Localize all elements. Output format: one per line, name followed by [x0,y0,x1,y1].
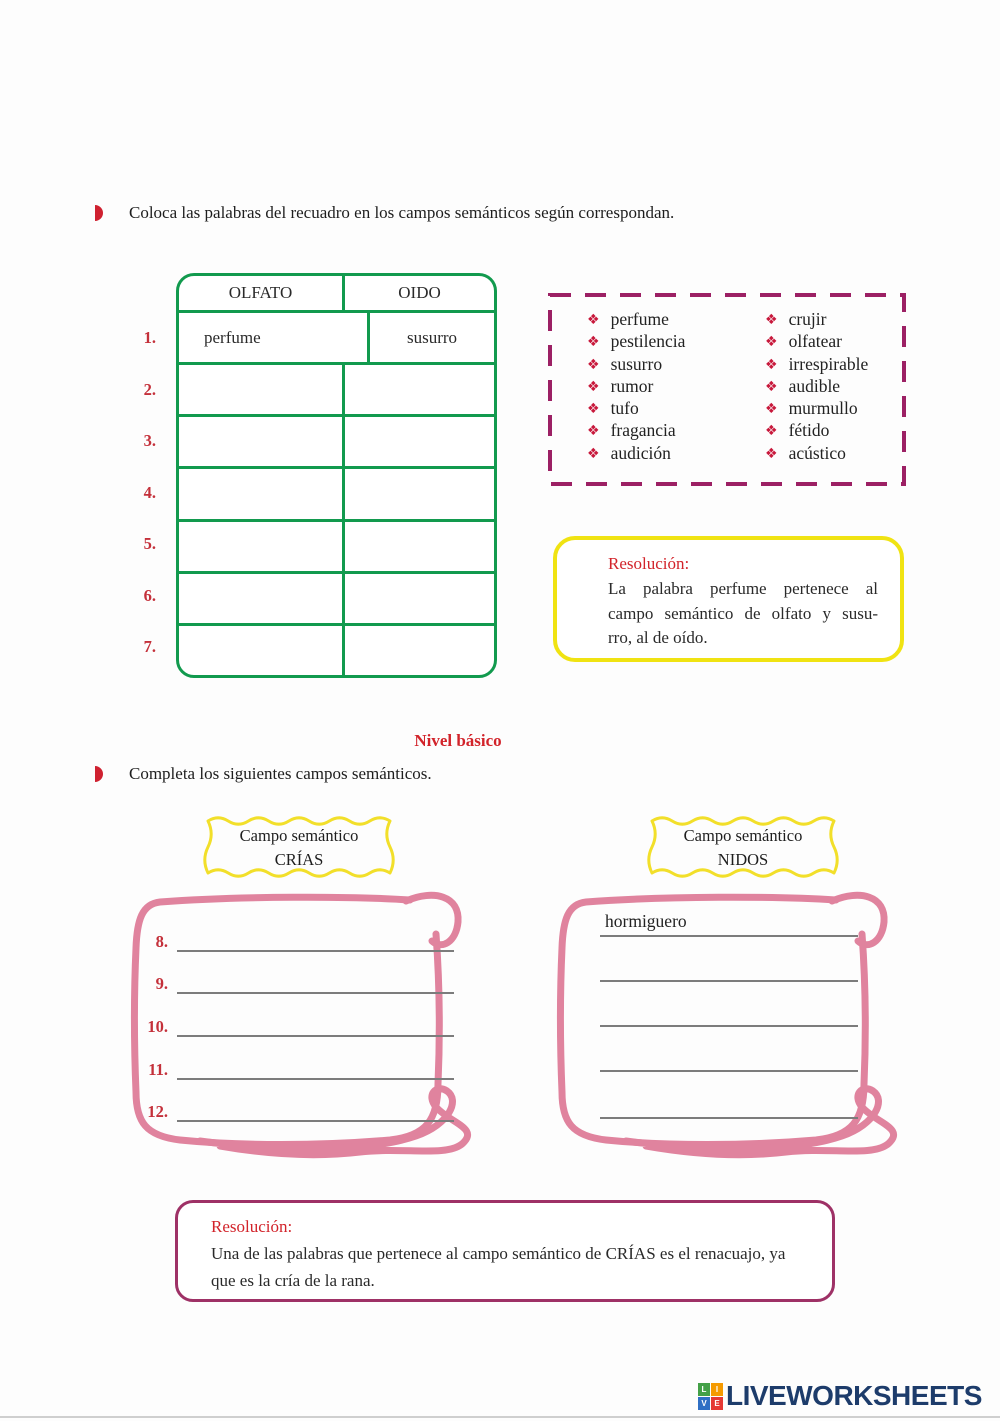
answer-row [600,1048,858,1072]
table-row [179,310,494,362]
answer-cell-oido-2[interactable] [345,365,494,414]
answer-cell-olfato-5[interactable] [179,522,345,571]
resolution-text: Una de las palabras que pertenece al campo semántico de CRÍAS es el renacuajo, ya que es la cría de la rana. [211,1244,786,1290]
word-item: ❖ perfume [587,309,669,329]
label-campo-nidos [647,816,839,878]
table-header-row [179,276,494,310]
exercise1-instruction: Coloca las palabras del recuadro en los campos semánticos según correspondan. [129,203,675,222]
word-bank-box [547,292,907,487]
resolution-box-2 [175,1200,835,1302]
answer-cell-oido-3[interactable] [345,417,494,466]
exercise2-instruction-row [95,764,795,784]
answer-cell-olfato-4[interactable] [179,469,345,518]
answer-row [142,928,454,952]
answer-blank-11[interactable] [177,1054,454,1080]
answer-row [142,1013,454,1037]
semantic-fields-table [176,273,497,678]
level-heading: Nivel básico [414,731,502,750]
answer-cell-oido-7[interactable] [345,626,494,675]
resolution-text-line: campo semántico de olfato y susu- [608,603,878,623]
diamond-bullet-icon: ❖ [587,312,600,328]
diamond-bullet-icon: ❖ [587,356,600,373]
row-number-5: 5. [143,534,156,553]
answer-number: 11. [148,1060,168,1079]
row-number-4: 4. [143,483,156,502]
diamond-bullet-icon: ❖ [765,334,778,351]
answer-number: 12. [147,1102,168,1121]
diamond-bullet-icon: ❖ [765,401,778,418]
diamond-bullet-icon: ❖ [765,378,778,395]
diamond-bullet-icon: ❖ [587,334,600,351]
word-item: ❖ fragancia [587,420,676,441]
table-row [179,414,494,466]
answer-cell-olfato-7[interactable] [179,626,345,675]
answer-row [142,1056,454,1080]
label-text: CRÍAS [274,850,324,869]
table-row [179,623,494,675]
answer-cell-olfato-2[interactable] [179,365,345,414]
answer-cell-olfato-1[interactable]: perfume [179,313,370,362]
table-header-olfato: OLFATO [179,276,345,310]
answer-row [142,970,454,994]
answer-cell-oido-5[interactable] [345,522,494,571]
diamond-bullet-icon: ❖ [587,378,600,395]
word-item: ❖ audible [765,375,841,396]
answer-cell-olfato-3[interactable] [179,417,345,466]
table-row [179,466,494,518]
answer-cell-oido-6[interactable] [345,574,494,623]
word-item: ❖ pestilencia [587,331,686,352]
answer-number: 9. [155,974,168,993]
word-item: ❖ crujir [765,309,827,329]
row-number-1: 1. [143,328,156,347]
diamond-bullet-icon: ❖ [765,356,778,373]
answer-cell-oido-1[interactable]: susurro [406,327,458,347]
table-header-oido: OIDO [398,283,441,302]
word-item: ❖ acústico [765,442,846,463]
answer-blank-10[interactable] [177,1011,454,1037]
row-number-3: 3. [143,431,156,450]
answer-row [600,1095,858,1119]
nidos-answer-bubble [546,888,911,1178]
table-row [179,571,494,623]
answer-line-hormiguero[interactable]: hormiguero [600,911,858,937]
word-item: ❖ murmullo [765,398,858,419]
red-bullet-icon [95,205,103,221]
answer-blank-9[interactable] [177,968,454,994]
liveworksheets-tiles-icon [698,1383,723,1410]
logo-tile-i: I [711,1383,723,1396]
word-item: ❖ fétido [765,420,830,441]
word-item: ❖ tufo [587,398,639,419]
answer-blank-8[interactable] [177,926,454,952]
row-number-2: 2. [143,380,156,399]
word-item: ❖ rumor [587,375,654,396]
label-text: Campo semántico [683,826,803,845]
answer-blank-line[interactable] [600,1093,858,1119]
diamond-bullet-icon: ❖ [765,423,778,440]
resolution-text-line: La palabra perfume pertenece al [608,579,878,598]
diamond-bullet-icon: ❖ [587,445,600,462]
word-item: ❖ susurro [587,353,663,374]
answer-row [600,913,858,937]
logo-tile-l: L [698,1383,710,1396]
word-bank-right-column [765,309,943,465]
liveworksheets-logo[interactable] [698,1380,982,1412]
resolution-title: Resolución: [211,1217,293,1236]
answer-number: 10. [147,1017,168,1036]
row-number-6: 6. [143,586,156,605]
logo-text: LIVEWORKSHEETS [726,1380,982,1411]
resolution-title: Resolución: [608,554,690,573]
answer-cell-olfato-6[interactable] [179,574,345,623]
answer-blank-line[interactable] [600,1046,858,1072]
table-row [179,362,494,414]
resolution-box-1 [553,536,904,662]
answer-cell-oido-4[interactable] [345,469,494,518]
table-row [179,519,494,571]
answer-row [600,1003,858,1027]
answer-blank-line[interactable] [600,1001,858,1027]
logo-tile-v: V [698,1397,710,1410]
diamond-bullet-icon: ❖ [587,401,600,418]
answer-blank-12[interactable] [177,1096,454,1122]
word-item: ❖ irrespirable [765,353,869,374]
resolution-text-line: rro, al de oído. [608,628,708,647]
answer-blank-line[interactable] [600,956,858,982]
page-bottom-divider [0,1416,1000,1418]
label-text: Campo semántico [239,826,359,845]
row-number-7: 7. [143,637,156,656]
exercise2-instruction: Completa los siguientes campos semánticos. [129,764,432,783]
logo-tile-e: E [711,1397,723,1410]
word-bank-left-column [587,309,765,465]
answer-row [142,1098,454,1122]
diamond-bullet-icon: ❖ [587,423,600,440]
answer-row [600,958,858,982]
crias-answer-bubble [120,888,485,1178]
answer-number: 8. [155,932,168,951]
word-item: ❖ olfatear [765,331,842,352]
label-text: NIDOS [717,850,769,869]
red-bullet-icon [95,766,103,782]
label-campo-crias [203,816,395,878]
word-item: ❖ audición [587,442,671,463]
diamond-bullet-icon: ❖ [765,445,778,462]
exercise1-instruction-row [95,203,875,223]
diamond-bullet-icon: ❖ [765,312,778,328]
